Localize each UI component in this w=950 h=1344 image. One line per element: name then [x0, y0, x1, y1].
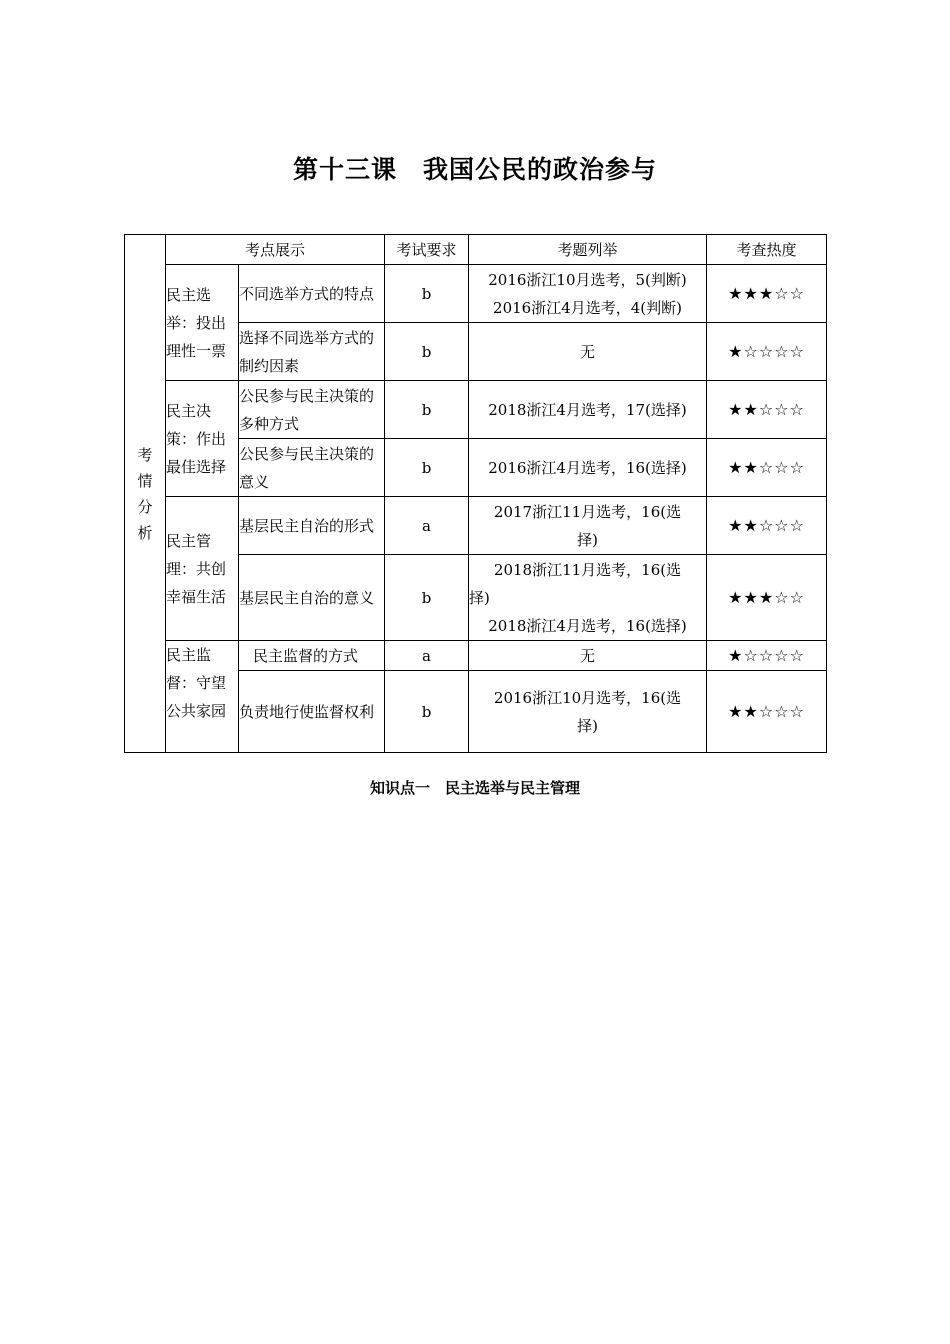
requirement-cell: a: [385, 497, 469, 555]
requirement-cell: b: [385, 323, 469, 381]
heat-rating: ★★☆☆☆: [707, 381, 827, 439]
examples-cell: 2018浙江11月选考，16(选 择) 2018浙江4月选考，16(选择): [469, 555, 707, 641]
heat-rating: ★★☆☆☆: [707, 671, 827, 753]
point-cell: 基层民主自治的意义: [239, 555, 385, 641]
header-points: 考点展示: [166, 235, 385, 265]
topic-cell: 民主管理：共创幸福生活: [166, 497, 239, 641]
requirement-cell: a: [385, 641, 469, 671]
page-title: 第十三课 我国公民的政治参与: [292, 155, 657, 184]
examples-cell: 2016浙江4月选考，16(选择): [469, 439, 707, 497]
point-cell: 公民参与民主决策的意义: [239, 439, 385, 497]
point-cell: 民主监督的方式: [239, 641, 385, 671]
topic-cell: 民主选举：投出理性一票: [166, 265, 239, 381]
heat-rating: ★★★☆☆: [707, 265, 827, 323]
point-cell: 负责地行使监督权利: [239, 671, 385, 753]
point-cell: 不同选举方式的特点: [239, 265, 385, 323]
examples-cell: 2016浙江10月选考，5(判断) 2016浙江4月选考，4(判断): [469, 265, 707, 323]
table-row: [125, 497, 827, 555]
point-cell: 选择不同选举方式的制约因素: [239, 323, 385, 381]
table-header-row: [125, 235, 827, 265]
exam-analysis-table: [124, 234, 827, 753]
requirement-cell: b: [385, 555, 469, 641]
examples-cell: 2016浙江10月选考，16(选 择): [469, 671, 707, 753]
side-label: 考 情 分 析: [125, 235, 166, 753]
heat-rating: ★☆☆☆☆: [707, 641, 827, 671]
section-heading: 知识点一 民主选举与民主管理: [369, 779, 580, 797]
topic-cell: 民主决策：作出最佳选择: [166, 381, 239, 497]
heat-rating: ★★☆☆☆: [707, 497, 827, 555]
requirement-cell: b: [385, 381, 469, 439]
point-cell: 基层民主自治的形式: [239, 497, 385, 555]
point-cell: 公民参与民主决策的多种方式: [239, 381, 385, 439]
heat-rating: ★★★☆☆: [707, 555, 827, 641]
examples-cell: 无: [469, 323, 707, 381]
table-row: [125, 641, 827, 671]
table-row: [125, 381, 827, 439]
header-requirement: 考试要求: [385, 235, 469, 265]
header-examples: 考题列举: [469, 235, 707, 265]
examples-cell: 2018浙江4月选考，17(选择): [469, 381, 707, 439]
examples-cell: 2017浙江11月选考，16(选 择): [469, 497, 707, 555]
requirement-cell: b: [385, 671, 469, 753]
header-heat: 考查热度: [707, 235, 827, 265]
requirement-cell: b: [385, 439, 469, 497]
requirement-cell: b: [385, 265, 469, 323]
topic-cell: 民主监督：守望公共家园: [166, 641, 239, 753]
heat-rating: ★★☆☆☆: [707, 439, 827, 497]
examples-cell: 无: [469, 641, 707, 671]
heat-rating: ★☆☆☆☆: [707, 323, 827, 381]
table-row: [125, 265, 827, 323]
